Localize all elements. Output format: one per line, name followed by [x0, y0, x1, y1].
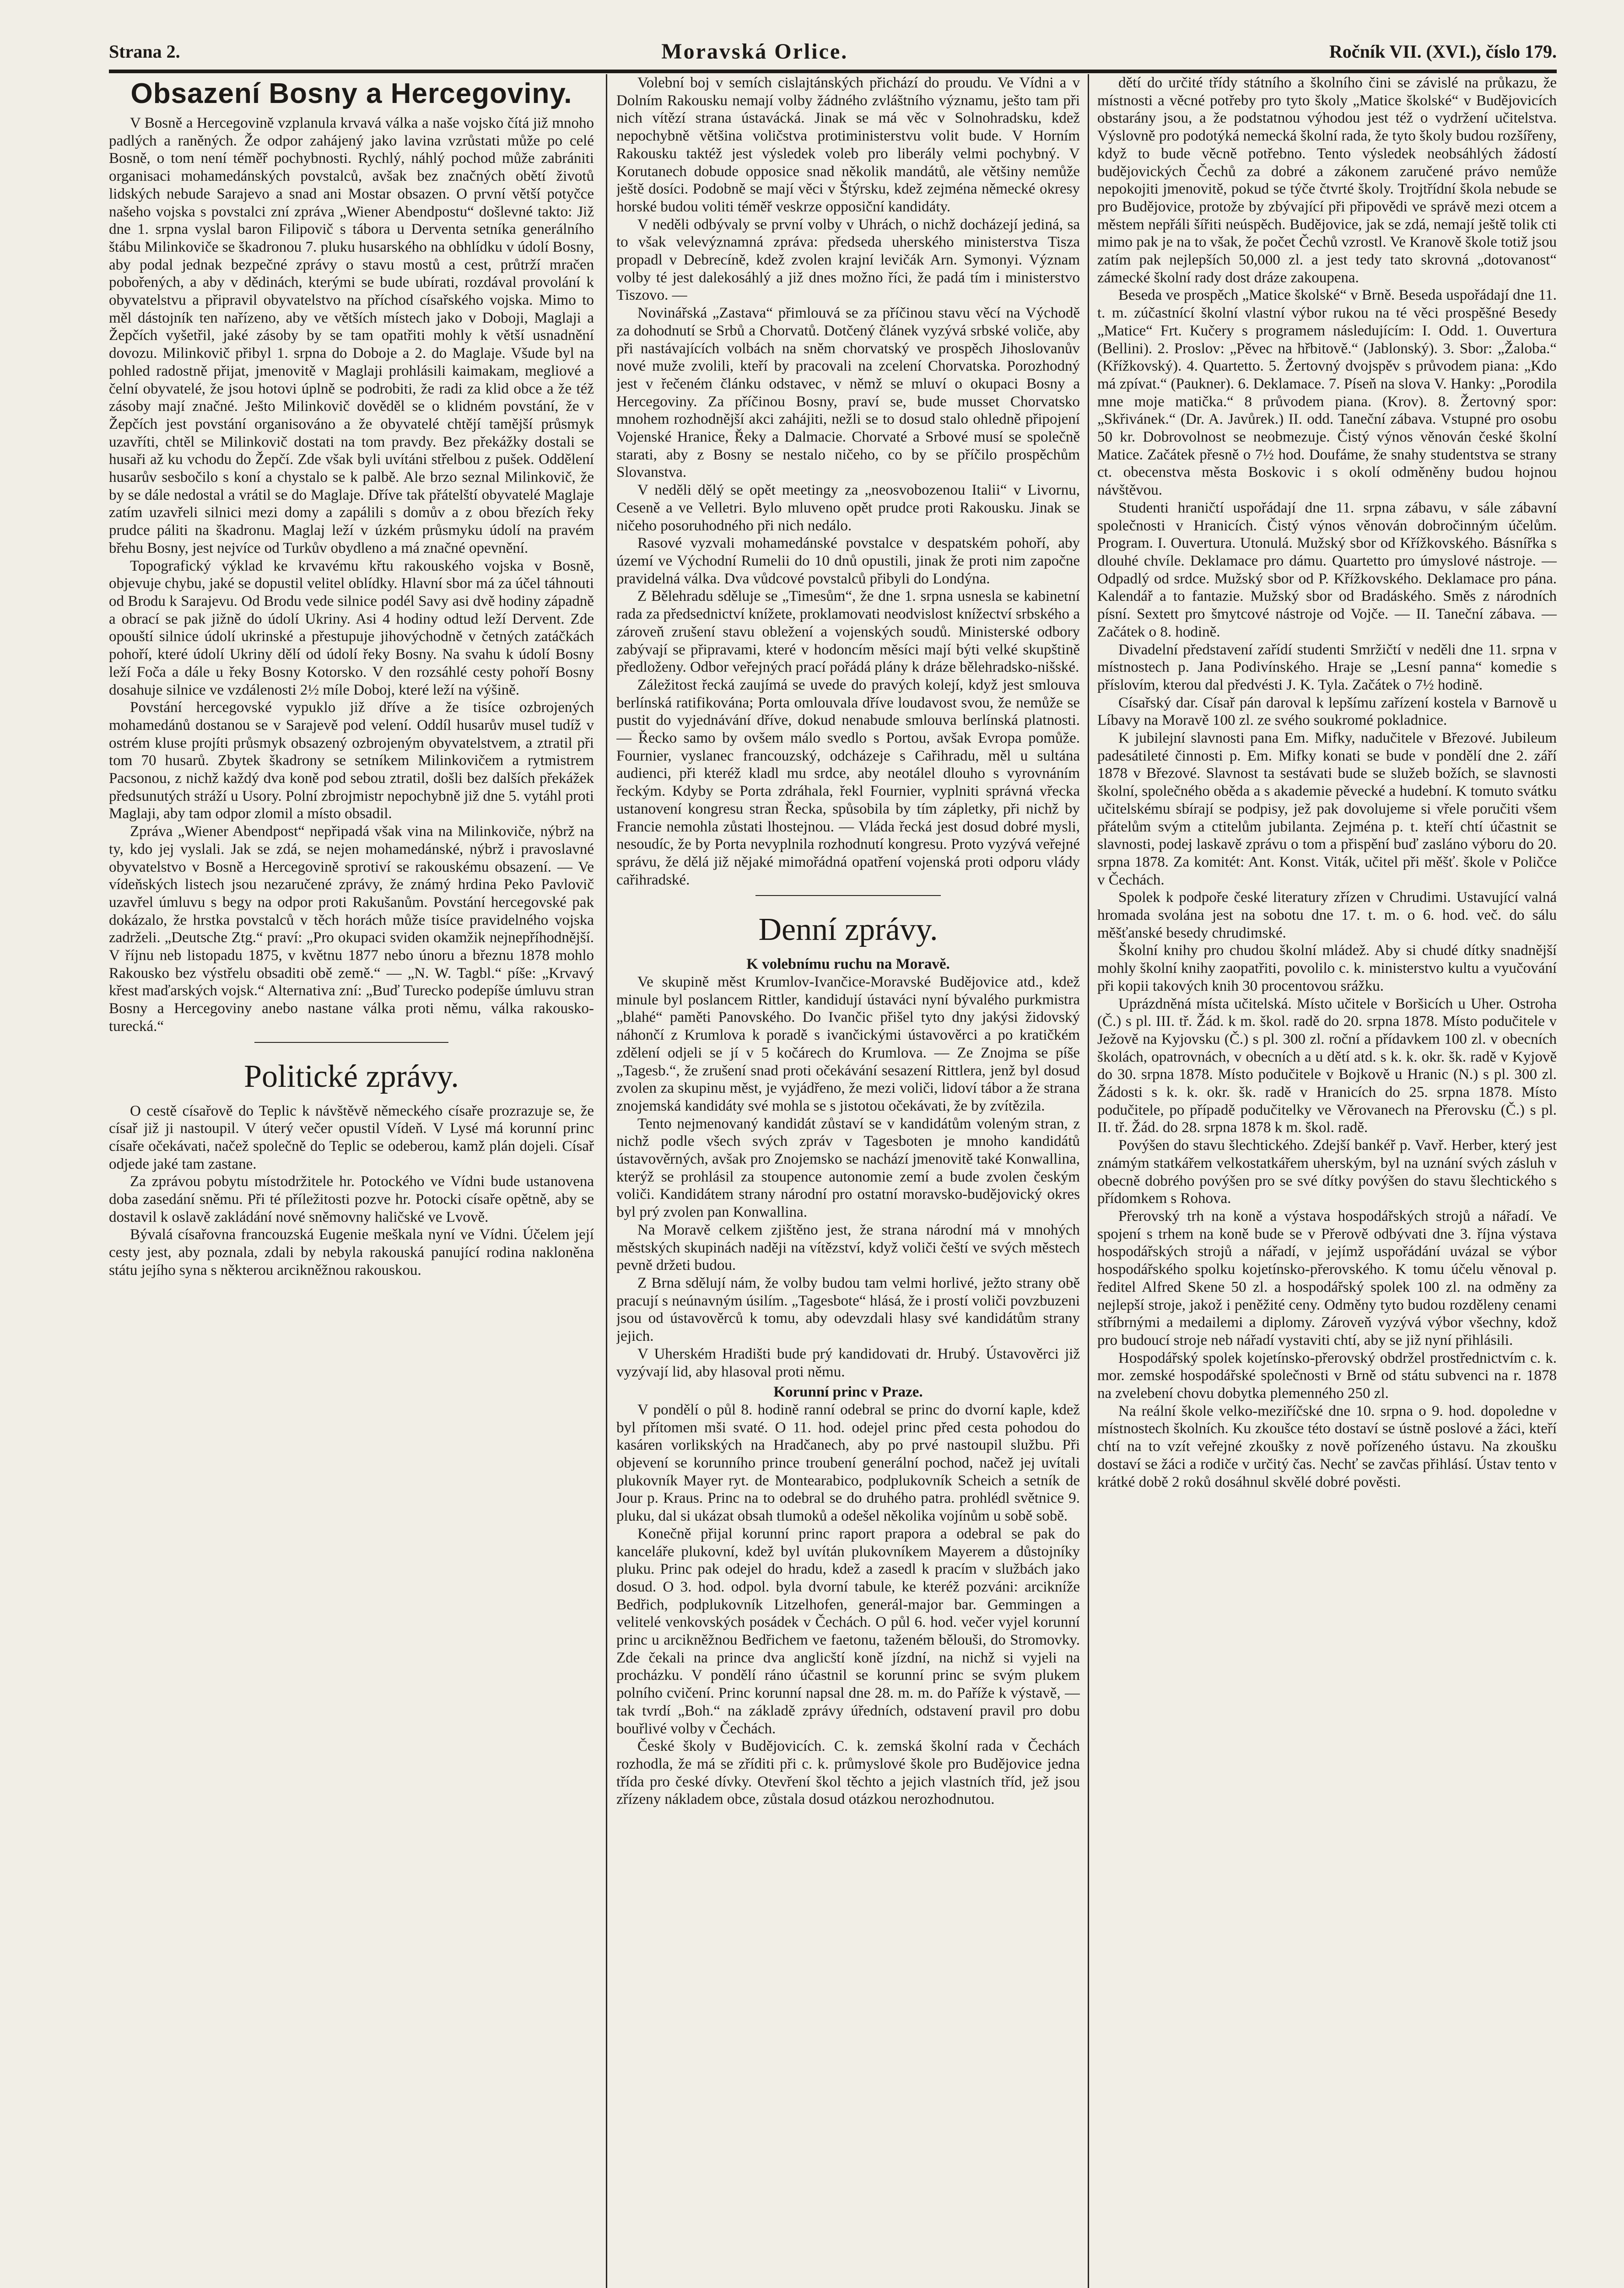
- paragraph: Volební boj v semích cislajtánských přichází do proudu. Ve Vídni a v Dolním Rakousku nemají volby žádného zvláštního významu, ješto tam při nich vítězí strana ústavácká. Jinak se má věc v Solnohradsku, kdež nepochybně většina voličstva protiministerstvu volit bude. V Horním Rakousku taktéž jest výsledek voleb pro liberály velmi pochybný. V Korutanech dobude opposice snad několik mandátů, ale většiny nemůže ještě dosíci. Podobně se mají věci v Štýrsku, kdež zejména německé okresy horské budou voliti téměř veskrze opposiční kandidáty.: [616, 75, 1080, 215]
- paragraph: Ve skupině měst Krumlov-Ivančice-Moravské Budějovice atd., kdež minule byl poslancem Rittler, kandidují ústaváci nyní bývalého purkmistra „blahé“ paměti Panovského. Do Ivančic přišel tyto dny jakýsi židovský náhončí z Krumlova k poradě s ivančickými ústavověrci a po kratičkém zdělení odjeli se jí v 5 kočárech do Krumlova. — Ze Znojma se píše „Tagesb.“, že zrušení snad proti očekávání sesazení Rittlera, jenž byl dosud zvolen za skupinu měst, je vyjádřeno, že mezi voliči, lidoví tábor a že strana znojemská kandidáty své mohla se s jistotou očekávati, že by zvítězila.: [616, 974, 1080, 1114]
- paragraph: Císařský dar. Císař pán daroval k lepšímu zařízení kostela v Barnově u Líbavy na Moravě 100 zl. ze svého soukromé pokladnice.: [1097, 694, 1557, 729]
- paragraph: Tento nejmenovaný kandidát zůstaví se v kandidátům voleným stran, z nichž podle všech svých zpráv v Tagesboten je mnoho kandidátů ústavověrných, avšak pro Znojemsko se nachází jmenovitě také Konwallina, kterýž se prohlásil za stoupence autonomie zemí a bude zvolen českým voliči. Kandidátem strany národní pro ostatní moravsko-budějovický okres byl prý zvolen pan Konwallina.: [616, 1115, 1080, 1221]
- column-rule-1: [606, 74, 607, 2288]
- column-rule-2: [1088, 74, 1089, 2288]
- paragraph: O cestě císařově do Teplic k návštěvě německého císaře prozrazuje se, že císař již ji nastoupil. V úterý večer opustil Vídeň. V Lysé má korunní princ císaře očekávati, načež společně do Teplic se odeberou, kamž plán dojeli. Císař odjede jaké tam zastane.: [109, 1102, 594, 1172]
- subheading-elections: K volebnímu ruchu na Moravě.: [746, 956, 950, 973]
- paragraph: V Bosně a Hercegovině vzplanula krvavá válka a naše vojsko čítá již mnoho padlých a raněných. Že odpor zahájený jako lavina vzrůstati může po celé Bosně, o tom není téměř pochybnosti. Rychlý, náhlý pochod může zabrániti organisaci mohamedánských povstalců, avšak bez značných obětí životů lidských nebude Sarajevo a snad ani Mostar obsazen. O první větší potyčce našeho vojska s povstalci zní zpráva „Wiener Abendpostu“ došlevné takto: Již dne 1. srpna vyslal baron Filipovič s tábora u Derventa setníka generálního štábu Milinkoviče se škadronou 7. pluku husarského na obhlídku v údolí Bosny, aby podal jednak bezpečné zprávy o stavu mostů a cest, průtrží mračen pobořených, a aby v dědinách, kterými se bude ubírati, rozdával provolání k obyvatelstvu a připravil obyvatelstvo na příchod císařského vojska. Mimo to měl dástojník ten nařízeno, aby ve větších místech jako v Doboji, Maglaji a Žepčích vyšetřil, jaké zásoby by se tam opatřiti mohly k větší usnadnění dovozu. Milinkovič přibyl 1. srpna do Doboje a 2. do Maglaje. Všude byl na pohled radostně přijat, jmenovitě v Maglaji prohlásili kaimakam, megliové a čelní obyvatelé, že jsou hotovi úplně se podrobiti, že radi za klid obce a že též zásoby mají značné. Ješto Milinkovič dověděl se o klidném povstání, že v Žepčích jest povstání organisováno a že obyvatelé chtějí tamější průsmyk uzavříti, chtěl se Milinkovič dostati na tom pravdy. Bez překážky dostali se husaři až ku vchodu do Žepčí. Zde však byli uvítáni střelbou z pušek. Oddělení husarův sesbočilo s koní a chystalo se k palbě. Ale brzo seznal Milinkovič, že by se dále nedostal a vrátil se do Maglaje. Dříve tak přátelští obyvatelé Maglaje zatím uzavřeli silnici mezi domy a zapálili s domův a z obou březích řeky prudce páliti na škadronu. Maglaj leží v úzkém průsmyku údolí na pravém břehu Bosny, jest nejvíce od Turkův obydleno a má značné opevnění.: [109, 115, 594, 556]
- paragraph: Školní knihy pro chudou školní mládež. Aby si chudé dítky snadnější mohly školní knihy zaopatřiti, povolilo c. k. ministerstvo kultu a vyučování při kopii takových knih 30 procentovou srážku.: [1097, 942, 1557, 994]
- paragraph: Divadelní představení zařídí studenti Smržičtí v neděli dne 11. srpna v místnostech p. Jana Podivínského. Hraje se „Lesní panna“ komedie s příslovím, kterou dal předvésti J. K. Tyla. Začátek o 7½ hodině.: [1097, 641, 1557, 693]
- paragraph: Novinářská „Zastava“ přimlouvá se za příčinou stavu věcí na Východě za dohodnutí se Srbů a Chorvatů. Dotčený článek vyzývá srbské voliče, aby při nastávajících volbách na sněm chorvatský ve prospěch Jihoslovanův nové muže zvolili, kteří by pracovali na zcelení Chorvatska. Porozhodný jest v řečeném článku odstavec, v němž se mluví o okupaci Bosny a Hercegoviny. Za příčinou Bosny, praví se, bude musset Chorvatsko mnohem rozhodnější akci zahájiti, nežli se to dosud stalo ohledně připojení Vojenské Hranice, Řeky a Dalmacie. Chorvaté a Srbové musí se společně starati, aby z Bosny se nestalo ničeho, co by se příčilo prospěchům Slovanstva.: [616, 305, 1080, 481]
- column-3: [1097, 74, 1557, 2288]
- paragraph: Beseda ve prospěch „Matice školské“ v Brně. Beseda uspořádají dne 11. t. m. zúčastnící školní vlastní výbor rukou na té věci prospěšné Besedy „Matice“ Frt. Kučery s programem následujícím: I. Odd. 1. Ouvertura (Bellini). 2. Proslov: „Pěvec na hřbitově.“ (Jablonský). 3. Sbor: „Žaloba.“ (Křížkovský). 4. Quartetto. 5. Žertovný dvojspěv s průvodem piana: „Kdo má zpívat.“ (Paukner). 6. Deklamace. 7. Píseň na slova V. Hanky: „Porodila mne moje matička.“ 8 průvodem piana. (Krov). 8. Žertovný spor: „Skřivánek.“ (Dr. A. Javůrek.) II. odd. Taneční zábava. Vstupné pro osobu 50 kr. Dobrovolnost se neobmezuje. Čistý výnos věnován české školní Matice. Začátek přesně o 7½ hod. Doufáme, že snahy studentstva se strany ct. obecenstva města Boskovic i s okolí odměněny budou hojnou návštěvou.: [1097, 287, 1557, 499]
- section-divider: [254, 1042, 448, 1043]
- header-rule: [109, 70, 1557, 73]
- paragraph: Topografický výklad ke krvavému křtu rakouského vojska v Bosně, objevuje chybu, jaké se dopustil velitel oblídky. Hlavní sbor má za účel táhnouti od Brodu k Sarajevu. Od Brodu vede silnice podél Savy asi dvě hodiny západně a obrací se pak jižně do údolí Ukriny. Asi 4 hodiny odtud leží Dervent. Zde opouští silnice údolí ukrinské a přestupuje jihovýchodně v četných zatáčkách pohoří, které údolí Ukriny dělí od údolí řeky Bosny. Na svahu k údolí Bosny leží Foča a dále u řeky Bosny Kotorsko. V den rozsáhlé cesty pohoří Bosny dosahuje silnice ve vzdálenosti 2½ míle Doboj, které leží na výšině.: [109, 557, 594, 698]
- paragraph: V neděli odbývaly se první volby v Uhrách, o nichž docházejí jediná, sa to však velevýznamná zpráva: předseda uherského ministerstva Tisza propadl v Debrecíně, kdež zvolen krajní levičák Arn. Symonyi. Význam volby té jest dalekosáhlý a již dnes možno říci, že padá tím i ministerstvo Tiszovo. —: [616, 216, 1080, 304]
- paragraph: Za zprávou pobytu místodržitele hr. Potockého ve Vídni bude ustanovena doba zasedání sněmu. Při té příležitosti pozve hr. Potocki císaře opětně, aby se dostavil k oslavě zakládání nové sněmovny haličské ve Lvově.: [109, 1173, 594, 1225]
- paragraph: V neděli dělý se opět meetingy za „neosvobozenou Italii“ v Livornu, Ceseně a ve Velletri. Bylo mluveno opět prudce proti Rakousku. Jinak se ničeho posoruhodného při nich nedálo.: [616, 482, 1080, 534]
- paragraph: Bývalá císařovna francouzská Eugenie meškala nyní ve Vídni. Účelem její cesty jest, aby poznala, zdali by nebyla rakouská panující rodina nakloněna státu jejího syna s některou arcikněžnou rakouskou.: [109, 1226, 594, 1279]
- subheading-crown-prince: Korunní princ v Praze.: [773, 1384, 923, 1401]
- paragraph: Studenti hraničtí uspořádají dne 11. srpna zábavu, v sále zábavní společnosti v Hranicích. Čistý výnos věnován dobročinným účelům. Program. I. Ouvertura. Utonulá. Mužský sbor od Křížkovského. Básnířka s dlouhé chvíle. Deklamace pro dámu. Quartetto pro úmyslové nástroje. — Odpadlý od srdce. Mužský sbor od P. Křížkovského. Deklamace pro pána. Kalendář a to fantazie. Mužský sbor od Bradáského. Směs z národních písní. Sextett pro šmytcové nástroje od Vojče. — II. Taneční zábava. — Začátek o 8. hodině.: [1097, 499, 1557, 640]
- paragraph: Rasové vyzvali mohamedánské povstalce v despatském pohoří, aby území ve Východní Rumelii do 10 dnů opustili, jinak že proti nim započne pravidelná válka. Dva vůdcové povstalců přibyli do Londýna.: [616, 535, 1080, 587]
- paragraph: Povýšen do stavu šlechtického. Zdejší bankéř p. Vavř. Herber, který jest známým statkářem velkostatkářem uherským, byl na uznání svých zásluh v obecně dobrého povýšen pro se své dítky povýšen do stavu šlechtického s přídomkem s Rohova.: [1097, 1137, 1557, 1207]
- running-header: [109, 33, 1557, 70]
- paragraph: V Uherském Hradišti bude prý kandidovati dr. Hrubý. Ústavověrci již vyzývají lid, aby hlasoval proti němu.: [616, 1345, 1080, 1380]
- section-heading-politics: Politické zprávy.: [244, 1058, 459, 1094]
- paragraph: Z Bělehradu sděluje se „Timesům“, že dne 1. srpna usnesla se kabinetní rada za předsednictví knížete, proklamovati neodvislost knížectví srbského a zároveň zrušení stavu obležení a vojenských soudů. Ministerské odbory zabývají se připravami, které v hodoncím měsíci mají býti velké skupštině předloženy. Odbor veřejných prací pořádá plány k dráze bělehradsko-nišské.: [616, 588, 1080, 676]
- issue-info: Ročník VII. (XVI.), číslo 179.: [1329, 41, 1557, 62]
- column-2: [616, 74, 1080, 2288]
- paragraph: Přerovský trh na koně a výstava hospodářských strojů a nářadí. Ve spojení s trhem na koně bude se v Přerově odbývati dne 3. října výstava hospodářských strojů a nářadí, v jejímž uspořádání uvázal se výbor hospodářského spolku kojetínsko-přerovského. K tomu účelu věnoval p. ředitel Alfred Skene 50 zl. a hospodářský spolek 100 zl. na odměny za nejlepší stroje, jakož i peněžité ceny. Odměny tyto budou rozděleny cenami stříbrnými a medailemi a diplomy. Zároveň vyzývá výbor všechny, kdož pro budoucí stroje neb nářadí vystaviti chtí, aby se již nyní přihlásili.: [1097, 1208, 1557, 1349]
- paragraph: V pondělí o půl 8. hodině ranní odebral se princ do dvorní kaple, kdež byl přítomen mši svaté. O 11. hod. odejel princ před cesta pohodou do kasáren vorlikských na Hradčanech, aby po prvé nastoupil službu. Při objevení se korunního prince troubení generální pochod, načež jej uvítali plukovník Mayer ryt. de Montearabico, podplukovník Scheich a setník de Jour p. Kraus. Princ na to odebral se do druhého patra. prohlédl světnice 9. pluku, dal si ukázat obsah tlumoků a odešel několika vojínům u sobě sobě.: [616, 1401, 1080, 1525]
- masthead-title: Moravská Orlice.: [661, 39, 848, 64]
- paragraph: Záležitost řecká zaujímá se uvede do pravých kolejí, když jest smlouva berlínská ratifikována; Porta omlouvala dříve loudavost svou, že nemůže se pustit do vyjednávání dříve, dokud nenabude smlouva berlínská platnosti. — Řecko samo by ovšem málo svedlo s Portou, avšak Evropa pomůže. Fournier, vyslanec francouzský, odcházeje s Cařihradu, měl u sultána audienci, při kteréž kladl mu srdce, aby neotálel dlouho s vyrovnáním řeckým. Kdyby se Porta zdráhala, řekl Fournier, vyplniti správná vřecka ustanovení kongresu stran Řecka, spůsobila by tím zápletky, při nichž by Francie nemohla zůstati lhostejnou. — Vláda řecká jest dosud dobré mysli, nesoudíc, že by Porta nevyplnila rozhodnutí kongresu. Proto vyzývá veřejné správu, že dělá již nějaké mimořádná opatření vojenská proti odporu vlády cařihradské.: [616, 676, 1080, 888]
- paragraph: Na reální škole velko-meziříčské dne 10. srpna o 9. hod. dopoledne v místnostech školních. Ku zkoušce této dostaví se ústně poslové a žáci, kteří chtí na to vzít veřejné zkoušky z nově pořízeného ústavu. Na zkoušku dostaví se žáci a rodiče v určitý čas. Nechť se zavčas přihlásí. Ústav tento v krátké době 2 roků dosáhnul skvělé dobré pověsti.: [1097, 1403, 1557, 1490]
- paragraph: Hospodářský spolek kojetínsko-přerovský obdržel prostřednictvím c. k. mor. zemské hospodářské společnosti v Brně od státu subvenci na r. 1878 na zvelebení chovu dobytka plemenného 250 zl.: [1097, 1349, 1557, 1402]
- paragraph: Zpráva „Wiener Abendpost“ nepřipadá však vina na Milinkoviče, nýbrž na ty, kdo jej vyslali. Jak se zdá, se nejen mohamedánské, nýbrž i pravoslavné obyvatelstvo v Bosně a Hercegovině sprotiví se rakouskému obsazení. — Ve vídeňských listech jsou nezaručené zprávy, že známý hrdina Peko Pavlovič uzavřel úmluvu s begy na odpor proti Rakušanům. Povstání hercegovské pak dokázalo, že hrstka povstalců v těch horách může tisíce pravidelného vojska zadrželi. „Deutsche Ztg.“ praví: „Pro okupaci sviden okamžik nejnepříhodnější. V říjnu neb listopadu 1875, v květnu 1877 nebo únoru a březnu 1878 mohlo Rakousko bez výstřelu obsaditi obě země.“ — „N. W. Tagbl.“ píše: „Krvavý křest maďarských vojsk.“ Alternativa zní: „Buď Turecko podepíše úmluvu stran Bosny a Hercegoviny anebo nastane válka proti němu, válka rakousko-turecká.“: [109, 823, 594, 1035]
- section-divider: [755, 895, 941, 896]
- column-1: [109, 74, 594, 2288]
- article-heading-bosnia: Obsazení Bosny a Hercegoviny.: [130, 78, 572, 109]
- section-heading-daily-news: Denní zprávy.: [758, 912, 938, 948]
- paragraph: K jubilejní slavnosti pana Em. Mifky, nadučitele v Březové. Jubileum padesátileté činnosti p. Em. Mifky konati se bude v pondělí dne 2. září 1878 v Březové. Slavnost ta sestávati bude se služeb božích, se slavnosti školní, společného oběda a s akademie pěvecké a hudební. K tomuto svátku učitelskému sbírají se podpisy, jež pak dovolujeme si vřele poručiti všem přátelům svým a ctitelům jubilanta. Zejména p. t. kteří chtí účastnit se slavnosti, podej laskavě zprávu o tom a přispění buď zasláno výboru do 20. srpna 1878. Za komitét: Ant. Konst. Viták, učitel při měšť. škole v Poličce v Čechách.: [1097, 730, 1557, 888]
- paragraph: dětí do určité třídy státního a školního čini se závislé na průkazu, že místnosti a věcné potřeby pro tyto školy „Matice školské“ v Budějovicích obstarány jsou, a že podstatnou výhodou jest též o vydržení učitelstva. Výslovně pro podotýká nemecká školní rada, že tyto školy budou rozšířeny, když to bude věcně potřebno. Tento výsledek neobsáhlých žádostí budějovických Čechů za dobré a zákonem zaručené právo nemůže nepokojiti jmenovitě, pokud se týče čtvrté školy. Trojtřídní škola nebude se pro Budějovice, protože by zbývající při připovědi ve správě mezi otcem a městem nepřáli šířiti neúspěch. Budějovice, jak se zdá, nemají ještě tolik cti mimo pak je na to však, že počet Čechů vzrostl. Ve Kranově škole totiž jsou zatím pak nejlepších 50,000 zl. a jest tedy tato skrovná „dotovanost“ zámecké školní rady dost dráze zakoupena.: [1097, 75, 1557, 286]
- paragraph: Spolek k podpoře české literatury zřízen v Chrudimi. Ustavující valná hromada svolána jest na sobotu dne 17. t. m. o 6. hod. več. do sálu měšťanské besedy chrudimské.: [1097, 889, 1557, 941]
- paragraph: Povstání hercegovské vypuklo již dříve a že tisíce ozbrojených mohamedánů dostanou se v Sarajevě pod velení. Oddíl husarův musel tudíž v ostrém kluse projíti průsmyk obsazený ozbrojeným obyvatelstvem, a ztratil při tom 70 husarů. Zbytek škadrony se setníkem Milinkovičem a rytmistrem Pacsonou, z nichž každý dva koně pod sebou ztratil, došli bez dalších překážek předsunutých stráží u Usory. Polní zbrojmistr nepochybně již dne 5. vytáhl proti Maglaji, aby tam odpor zlomil a místo obsadil.: [109, 699, 594, 822]
- paragraph: České školy v Budějovicích. C. k. zemská školní rada v Čechách rozhodla, že má se zříditi při c. k. průmyslové škole pro Budějovice jedna třída pro české dívky. Otevření škol těchto a jejich vlastních tříd, jež jsou zřízeny nákladem obce, zůstala dosud otázkou nerozhodnutou.: [616, 1738, 1080, 1808]
- paragraph: Konečně přijal korunní princ raport prapora a odebral se pak do kanceláře plukovní, kdež byl uvítán plukovníkem Mayerem a důstojníky pluku. Princ pak odejel do hradu, kdež a zasedl k pracím v službách jako dosud. O 3. hod. odpol. byla dvorní tabule, ke kteréž pozváni: arcikníže Bedřich, podplukovník Litzelhofen, generál-major bar. Gemmingen a velitelé venkovských posádek v Čechách. O půl 6. hod. večer vyjel korunní princ u arcikněžnou Bedřichem ve faetonu, taženém bělouši, do Stromovky. Zde čekali na prince dva anglicští koně jízdní, na nichž si vyjeli na procházku. V pondělí ráno účastnil se korunní princ se svým plukem polního cvičení. Princ korunní napsal dne 28. m. m. do Paříže k výstavě, — tak tvrdí „Boh.“ na základě zprávy úředních, odstavení pravil pro dobu bouřlivé volby v Čechách.: [616, 1525, 1080, 1737]
- paragraph: Z Brna sdělují nám, že volby budou tam velmi horlivé, ježto strany obě pracují s neúnavným úsilím. „Tagesbote“ hlásá, že i prostí voliči povzbuzeni jsou od ústavověrců k tomu, aby odevzdali hlasy své kandidátům strany jejich.: [616, 1275, 1080, 1345]
- paragraph: Uprázdněná místa učitelská. Místo učitele v Boršicích u Uher. Ostroha (Č.) s pl. III. tř. Žád. k m. škol. radě do 20. srpna 1878. Místo podučitele v Ježově na Kyjovsku (Č.) s pl. 300 zl. roční a přídavkem 100 zl. v obecních školách, opatrovnách, v obecních a u dětí atd. s k. k. okr. šk. radě v Kyjově do 30. srpna 1878. Místo podučitele v Bojkově u Hranic (N.) s pl. 300 zl. Žádosti s k. k. okr. šk. radě v Hranicích do 25. srpna 1878. Místo podučitele, po případě podučitelky ve Věrovanech na Přerovsku (Č.) s pl. II. tř. Žád. do 28. srpna 1878 k m. škol. radě.: [1097, 995, 1557, 1136]
- paragraph: Na Moravě celkem zjištěno jest, že strana národní má v mnohých městských skupinách naději na vítězství, když voliči čeští ve svých městech pevně držeti budou.: [616, 1221, 1080, 1274]
- page-number: Strana 2.: [109, 41, 180, 62]
